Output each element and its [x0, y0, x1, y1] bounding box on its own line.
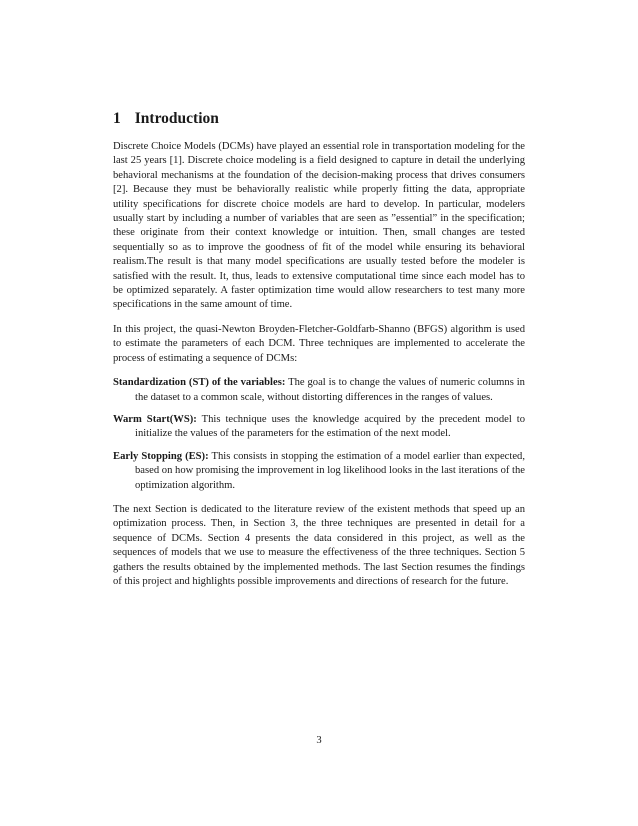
technique-description: The goal is to change the values of numeric columns in the dataset to a common scale, without distorting differences in the ranges of values.: [135, 377, 525, 403]
section-number: 1: [113, 110, 121, 127]
page-number: 3: [316, 735, 322, 746]
technique-term: Early Stopping (ES):: [113, 450, 209, 462]
closing-paragraph: The next Section is dedicated to the literature review of the existent methods that speed up an optimization process. Then, in Section 3, the three techniques are presented in detail for a sequence of DCMs. Section 4 presents the data considered in this project, as well as the sequences of models that we use to measure the effectiveness of the three techniques. Section 5 gathers the results obtained by the implemented methods. The last Section resumes the findings of this project and highlights possible improvements and directions of research for the future.: [113, 503, 525, 587]
section-title: Introduction: [134, 110, 219, 127]
intro-paragraph-2: In this project, the quasi-Newton Broyden-Fletcher-Goldfarb-Shanno (BFGS) algorithm is used to estimate the parameters of each DCM. Three techniques are implemented to accelerate the process of estimating a sequence of DCMs:: [113, 323, 525, 364]
section-heading: [113, 110, 525, 128]
page-body: [113, 110, 525, 589]
technique-description: This consists in stopping the estimation of a model earlier than expected, based on how promising the improvement in log likelihood looks in the last iterations of the optimization algorithm.: [135, 450, 525, 491]
intro-paragraph-1: Discrete Choice Models (DCMs) have played an essential role in transportation modeling for the last 25 years [1]. Discrete choice modeling is a field designed to capture in detail the underlying behavioral mechanisms at the foundation of the decision-making process that drives consumers [2]. Because they must be behaviorally realistic while properly fitting the data, appropriate utility specifications for discrete choice models are hard to develop. In particular, modelers usually start by including a number of variables that are seen as ”essential” in the specification; these originate from their context knowledge or intuition. Then, small changes are tested sequentially so as to improve the goodness of fit of the model while ensuring its behavioral realism.The result is that many model specifications are usually tested before the modeler is satisfied with the result. It, thus, leads to extensive computational time since each model has to be optimized separately. A faster optimization time would allow researchers to test many more specifications in the same amount of time.: [113, 141, 525, 311]
technique-item-standardization: [113, 376, 525, 405]
technique-term: Standardization (ST) of the variables:: [113, 377, 286, 389]
techniques-list: [113, 376, 525, 493]
technique-item-warm-start: [113, 413, 525, 442]
technique-description: This technique uses the knowledge acquired by the precedent model to initialize the values of the parameters for the estimation of the next model.: [135, 413, 525, 440]
technique-item-early-stopping: [113, 450, 525, 493]
technique-term: Warm Start(WS):: [113, 413, 197, 425]
